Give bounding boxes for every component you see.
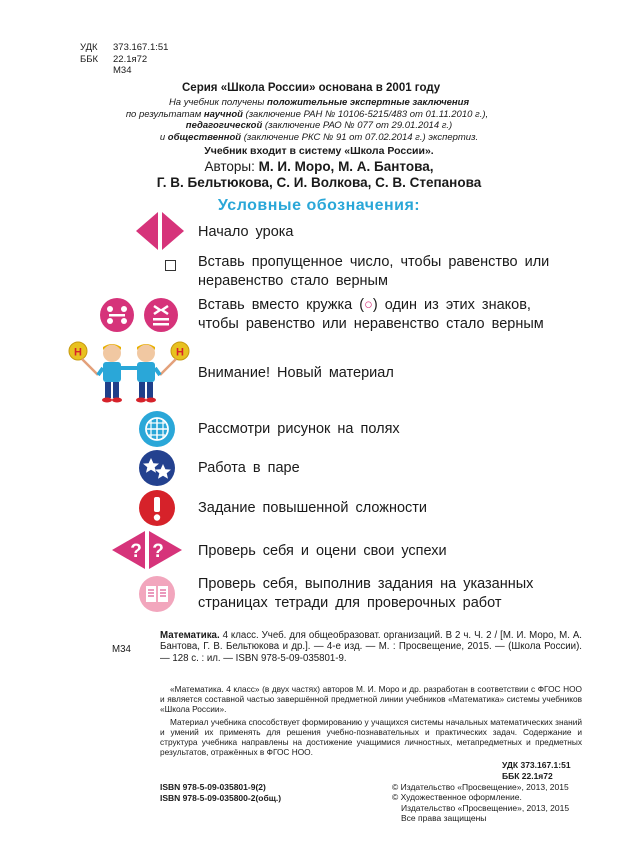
udk-label: УДК <box>80 42 98 53</box>
question-mark-left: ? <box>130 541 142 562</box>
abstract-paragraph-1: «Математика. 4 класс» (в двух частях) авторов М. И. Моро и др. разработан в соответствии с ФГОС НОО и является составной частью завершённой предметной линии учебников «Математика» системы учебников «Школа России». <box>160 684 582 715</box>
footer-classification: УДК 373.167.1:51 ББК 22.1я72 <box>502 760 571 781</box>
exclamation-icon <box>138 489 176 532</box>
legend-item-look-at-picture: Рассмотри рисунок на полях <box>198 421 400 437</box>
svg-text:Н: Н <box>74 346 82 359</box>
empty-square-icon <box>165 260 176 271</box>
circle-symbol: ○ <box>364 297 373 313</box>
legend-item-workbook-check: Проверь себя, выполнив задания на указанных страницах тетради для проверочных работ <box>198 576 534 611</box>
grid-globe-icon <box>138 410 176 453</box>
stars-pair-icon <box>138 449 176 492</box>
udk-value: 373.167.1:51 <box>113 42 169 53</box>
legend-item-self-check: Проверь себя и оцени свои успехи <box>198 543 447 559</box>
workbook-icon <box>138 575 176 618</box>
comparison-signs-icon <box>98 296 182 339</box>
bibliography-code: М34 <box>112 644 131 655</box>
bbk-value: 22.1я72 <box>113 53 148 65</box>
expert-reviews: На учебник получены положительные экспертные заключения по результатам научной (заключение РАН № 10106-5215/483 от 01.11.2010 г.), педагогической (заключение РАО № 077 от 29.01.2014 г.) и общественной (заключение РКС № 91 от 07.02.2014 г.) экспертиз. <box>125 97 489 143</box>
authors-line1: Авторы: М. И. Моро, М. А. Бантова, <box>204 159 434 174</box>
legend-item-pair-work: Работа в паре <box>198 460 300 476</box>
isbn-part: ISBN 978-5-09-035801-9(2) <box>160 782 266 792</box>
system-note: Учебник входит в систему «Школа России». <box>204 145 434 157</box>
isbn-common: ISBN 978-5-09-035800-2(общ.) <box>160 793 282 803</box>
legend-title: Условные обозначения: <box>217 197 421 214</box>
legend-item-lesson-start: Начало урока <box>198 224 294 240</box>
question-mark-right: ? <box>152 541 164 562</box>
series-founded: Серия «Школа России» основана в 2001 году <box>182 82 441 94</box>
legend-item-new-material: Внимание! Новый материал <box>198 365 394 381</box>
legend-item-missing-number: Вставь пропущенное число, чтобы равенство или неравенство стало верным <box>198 254 550 289</box>
bibliography-entry: Математика. 4 класс. Учеб. для общеобразоват. организаций. В 2 ч. Ч. 2 / [М. И. Моро, М. А. Бантова, Г. В. Бельтюкова и др.]. — 4-е изд. — М. : Просвещение, 2015. — (Школа России). — 128 с. : ил. — ISBN 978-5-09-035801-9. <box>160 630 582 664</box>
abstract <box>160 684 582 757</box>
new-material-kids-icon <box>68 337 190 412</box>
legend-item-comparison: Вставь вместо кружка (○) один из этих знаков, чтобы равенство или неравенство стало верным <box>198 297 544 332</box>
abstract-paragraph-2: Материал учебника способствует формированию у учащихся системы начальных математических знаний и умений их применять для решения учебно-познавательных и практических задач. Содержание и структура учебника направлены на достижение учащимися личностных, метапредметных и предметных результатов, отражённых в ФГОС НОО. <box>160 716 582 758</box>
bbk-label: ББК <box>80 53 99 65</box>
authors-line2: Г. В. Бельтюкова, С. И. Волкова, С. В. Степанова <box>156 175 482 190</box>
classification-block <box>80 42 168 77</box>
classification-code: М34 <box>113 65 132 76</box>
copyright-block: © Издательство «Просвещение», 2013, 2015 © Художественное оформление. Издательство «Просвещение», 2013, 2015 Все права защищены <box>392 782 570 824</box>
lesson-start-arrows-icon <box>136 211 184 256</box>
question-arrows-icon <box>112 530 182 575</box>
legend-item-hard-task: Задание повышенной сложности <box>198 500 428 516</box>
svg-text:Н: Н <box>176 346 184 359</box>
